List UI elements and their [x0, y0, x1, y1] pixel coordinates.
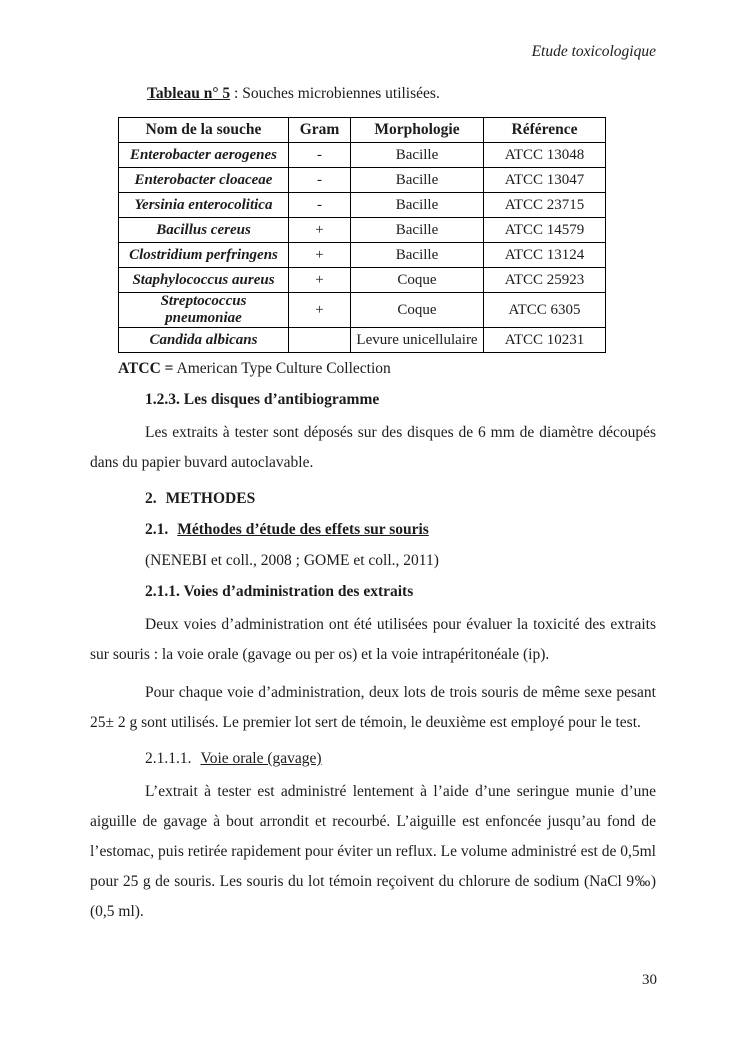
table-cell-morphologie: Bacille	[351, 218, 484, 243]
paragraph-deux-voies: Deux voies d’administration ont été utilisées pour évaluer la toxicité des extraits sur souris : la voie orale (gavage ou per os) et la voie intrapéritonéale (ip).	[90, 616, 656, 663]
footnote-text: American Type Culture Collection	[173, 360, 391, 377]
paragraph-disques: Les extraits à tester sont déposés sur des disques de 6 mm de diamètre découpés dans du papier buvard autoclavable.	[90, 424, 656, 471]
column-header-nom: Nom de la souche	[119, 118, 289, 143]
heading-2-1-1-1-label: Voie orale (gavage)	[200, 750, 322, 767]
table-cell-gram: +	[289, 293, 351, 328]
table-caption-label: Tableau n° 5	[147, 85, 231, 102]
table-cell-reference: ATCC 10231	[484, 328, 606, 353]
table-cell-gram: +	[289, 243, 351, 268]
heading-1-2-3: 1.2.3. Les disques d’antibiogramme	[145, 391, 380, 408]
table-cell-gram: -	[289, 193, 351, 218]
table-cell-strain: Bacillus cereus	[119, 218, 289, 243]
table-cell-strain: Yersinia enterocolitica	[119, 193, 289, 218]
citation-line: (NENEBI et coll., 2008 ; GOME et coll., 2011)	[145, 552, 439, 569]
heading-2-1-number: 2.1.	[145, 521, 169, 538]
table-cell-reference: ATCC 6305	[484, 293, 606, 328]
heading-2-1-1: 2.1.1. Voies d’administration des extraits	[145, 583, 414, 600]
table-row	[119, 293, 606, 328]
table-caption-text: : Souches microbiennes utilisées.	[230, 85, 440, 102]
table-row	[119, 193, 606, 218]
running-header: Etude toxicologique	[531, 43, 656, 60]
paragraph-extrait: L’extrait à tester est administré lentement à l’aide d’une seringue munie d’une aiguille de gavage à bout arrondit et recourbé. L’aiguille est enfoncée jusqu’au fond de l’estomac, puis retirée rapidement pour éviter un reflux. Le volume administré est de 0,5ml pour 25 g de souris. Les souris du lot témoin reçoivent du chlorure de sodium (NaCl 9‰) (0,5 ml).	[90, 783, 656, 920]
page-number: 30	[642, 972, 657, 988]
table-cell-strain: Staphylococcus aureus	[119, 268, 289, 293]
table-cell-gram: -	[289, 143, 351, 168]
heading-2-1-label: Méthodes d’étude des effets sur souris	[177, 521, 429, 538]
footnote-label: ATCC =	[118, 360, 174, 377]
table-row	[119, 143, 606, 168]
heading-2-1	[145, 520, 656, 540]
table-caption	[147, 84, 656, 104]
microbial-strains-table	[118, 117, 606, 353]
column-header-reference: Référence	[484, 118, 606, 143]
table-cell-morphologie: Coque	[351, 268, 484, 293]
table-cell-reference: ATCC 13047	[484, 168, 606, 193]
table-row	[119, 218, 606, 243]
table-cell-gram: -	[289, 168, 351, 193]
table-header-row	[119, 118, 606, 143]
heading-2-number: 2.	[145, 490, 157, 507]
table-footnote	[118, 359, 656, 379]
heading-2-1-1-1-number: 2.1.1.1.	[145, 750, 192, 767]
table-row	[119, 243, 606, 268]
table-cell-morphologie: Levure unicellulaire	[351, 328, 484, 353]
paragraph-pour-chaque: Pour chaque voie d’administration, deux lots de trois souris de même sexe pesant 25± 2 g sont utilisés. Le premier lot sert de témoin, le deuxième est employé pour le test.	[90, 684, 656, 731]
table-cell-reference: ATCC 23715	[484, 193, 606, 218]
table-cell-gram	[289, 328, 351, 353]
table-row	[119, 328, 606, 353]
table-row	[119, 268, 606, 293]
table-cell-reference: ATCC 25923	[484, 268, 606, 293]
table-cell-morphologie: Bacille	[351, 243, 484, 268]
heading-2-1-1-1	[145, 749, 656, 769]
column-header-morphologie: Morphologie	[351, 118, 484, 143]
table-cell-reference: ATCC 14579	[484, 218, 606, 243]
table-cell-gram: +	[289, 268, 351, 293]
table-cell-morphologie: Bacille	[351, 143, 484, 168]
table-row	[119, 168, 606, 193]
table-cell-reference: ATCC 13124	[484, 243, 606, 268]
table-cell-gram: +	[289, 218, 351, 243]
table-cell-strain: Candida albicans	[119, 328, 289, 353]
page-content	[90, 84, 656, 927]
table-cell-reference: ATCC 13048	[484, 143, 606, 168]
heading-2	[145, 489, 656, 509]
table-cell-strain: Streptococcus pneumoniae	[119, 293, 289, 328]
heading-2-label: METHODES	[165, 490, 256, 507]
table-cell-morphologie: Bacille	[351, 193, 484, 218]
table-cell-morphologie: Bacille	[351, 168, 484, 193]
table-cell-strain: Enterobacter aerogenes	[119, 143, 289, 168]
table-cell-strain: Enterobacter cloaceae	[119, 168, 289, 193]
table-cell-morphologie: Coque	[351, 293, 484, 328]
table-cell-strain: Clostridium perfringens	[119, 243, 289, 268]
column-header-gram: Gram	[289, 118, 351, 143]
